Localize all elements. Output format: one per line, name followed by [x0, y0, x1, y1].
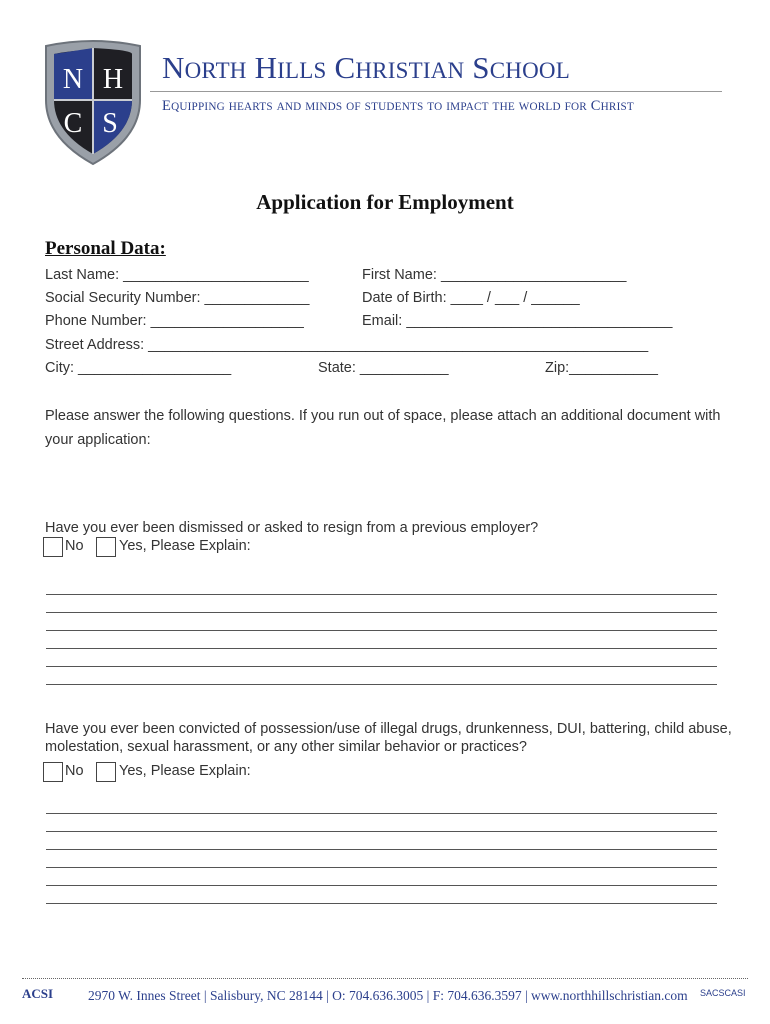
question-1-answer-line[interactable] — [46, 612, 717, 613]
question-2-yes-label: Yes, Please Explain: — [119, 763, 251, 779]
date-of-birth-field[interactable]: Date of Birth: ____ / ___ / ______ — [362, 290, 580, 306]
school-tagline — [162, 98, 634, 115]
instructions-text: Please answer the following questions. If you run out of space, please attach an additional document with your application: — [45, 408, 721, 448]
acsi-logo: ACSI — [22, 986, 54, 1001]
question-2-answer-line[interactable] — [46, 867, 717, 868]
question-1-answer-line[interactable] — [46, 630, 717, 631]
question-1-answer-line[interactable] — [46, 648, 717, 649]
tagline-word: THE — [492, 101, 515, 113]
tagline-word: OF — [346, 101, 361, 113]
header-divider — [150, 91, 722, 92]
question-1-yes-label: Yes, Please Explain: — [119, 538, 251, 554]
zip-field[interactable]: Zip:___________ — [545, 360, 658, 376]
ssn-field[interactable]: Social Security Number: _____________ — [45, 290, 310, 306]
document-title: Application for Employment — [256, 190, 514, 214]
question-2-answer-line[interactable] — [46, 885, 717, 886]
tagline-word: CHRIST — [590, 98, 634, 114]
phone-field[interactable]: Phone Number: ___________________ — [45, 313, 304, 329]
school-name — [162, 50, 570, 86]
question-1-yes-checkbox[interactable] — [96, 537, 116, 557]
question-1-text: Have you ever been dismissed or asked to resign from a previous employer? — [45, 520, 539, 536]
tagline-word: HEARTS — [228, 101, 273, 113]
logo-letter-h: H — [102, 64, 124, 95]
tagline-word: FOR — [564, 101, 587, 113]
tagline-word: TO — [427, 101, 443, 113]
question-1-answer-line[interactable] — [46, 666, 717, 667]
first-name-field[interactable]: First Name: _______________________ — [362, 267, 627, 283]
school-name-word: HILLS — [254, 50, 327, 85]
question-2-no-label: No — [65, 763, 84, 779]
question-1-no-checkbox[interactable] — [43, 537, 63, 557]
tagline-word: MINDS — [305, 101, 343, 113]
question-1-answer-line[interactable] — [46, 684, 717, 685]
question-2-answer-line[interactable] — [46, 849, 717, 850]
tagline-word: AND — [276, 101, 302, 113]
question-1-answer-line[interactable] — [46, 594, 717, 595]
city-field[interactable]: City: ___________________ — [45, 360, 232, 376]
section-heading-personal-data: Personal Data: — [45, 238, 166, 259]
logo-letter-n: N — [62, 64, 84, 95]
logo-letter-c: C — [63, 108, 83, 139]
question-2-no-checkbox[interactable] — [43, 762, 63, 782]
tagline-word: STUDENTS — [364, 101, 424, 113]
email-field[interactable]: Email: _________________________________ — [362, 313, 673, 329]
street-address-field[interactable]: Street Address: ______________________________________________________________ — [45, 337, 649, 353]
school-crest-logo — [40, 38, 146, 168]
tagline-word: IMPACT — [446, 101, 489, 113]
state-field[interactable]: State: ___________ — [318, 360, 449, 376]
school-name-word: NORTH — [162, 50, 247, 85]
question-2-yes-checkbox[interactable] — [96, 762, 116, 782]
footer-divider — [22, 978, 748, 979]
sacs-logo: SACSCASI — [700, 988, 746, 998]
question-2-text: Have you ever been convicted of possession/use of illegal drugs, drunkenness, DUI, battering, child abuse, molestation, sexual harassment, or any other similar behavior or practices? — [45, 721, 732, 755]
question-1-no-label: No — [65, 538, 84, 554]
question-2-answer-line[interactable] — [46, 813, 717, 814]
last-name-field[interactable]: Last Name: _______________________ — [45, 267, 309, 283]
logo-letter-s: S — [102, 108, 118, 139]
footer-contact-info: 2970 W. Innes Street | Salisbury, NC 28144 | O: 704.636.3005 | F: 704.636.3597 | www.northhillschristian.com — [88, 988, 688, 1003]
school-name-word: SCHOOL — [472, 50, 570, 85]
tagline-word: WORLD — [518, 101, 561, 113]
tagline-word: EQUIPPING — [162, 98, 225, 114]
question-2-answer-line[interactable] — [46, 831, 717, 832]
question-2-answer-line[interactable] — [46, 903, 717, 904]
school-name-word: CHRISTIAN — [334, 50, 465, 85]
